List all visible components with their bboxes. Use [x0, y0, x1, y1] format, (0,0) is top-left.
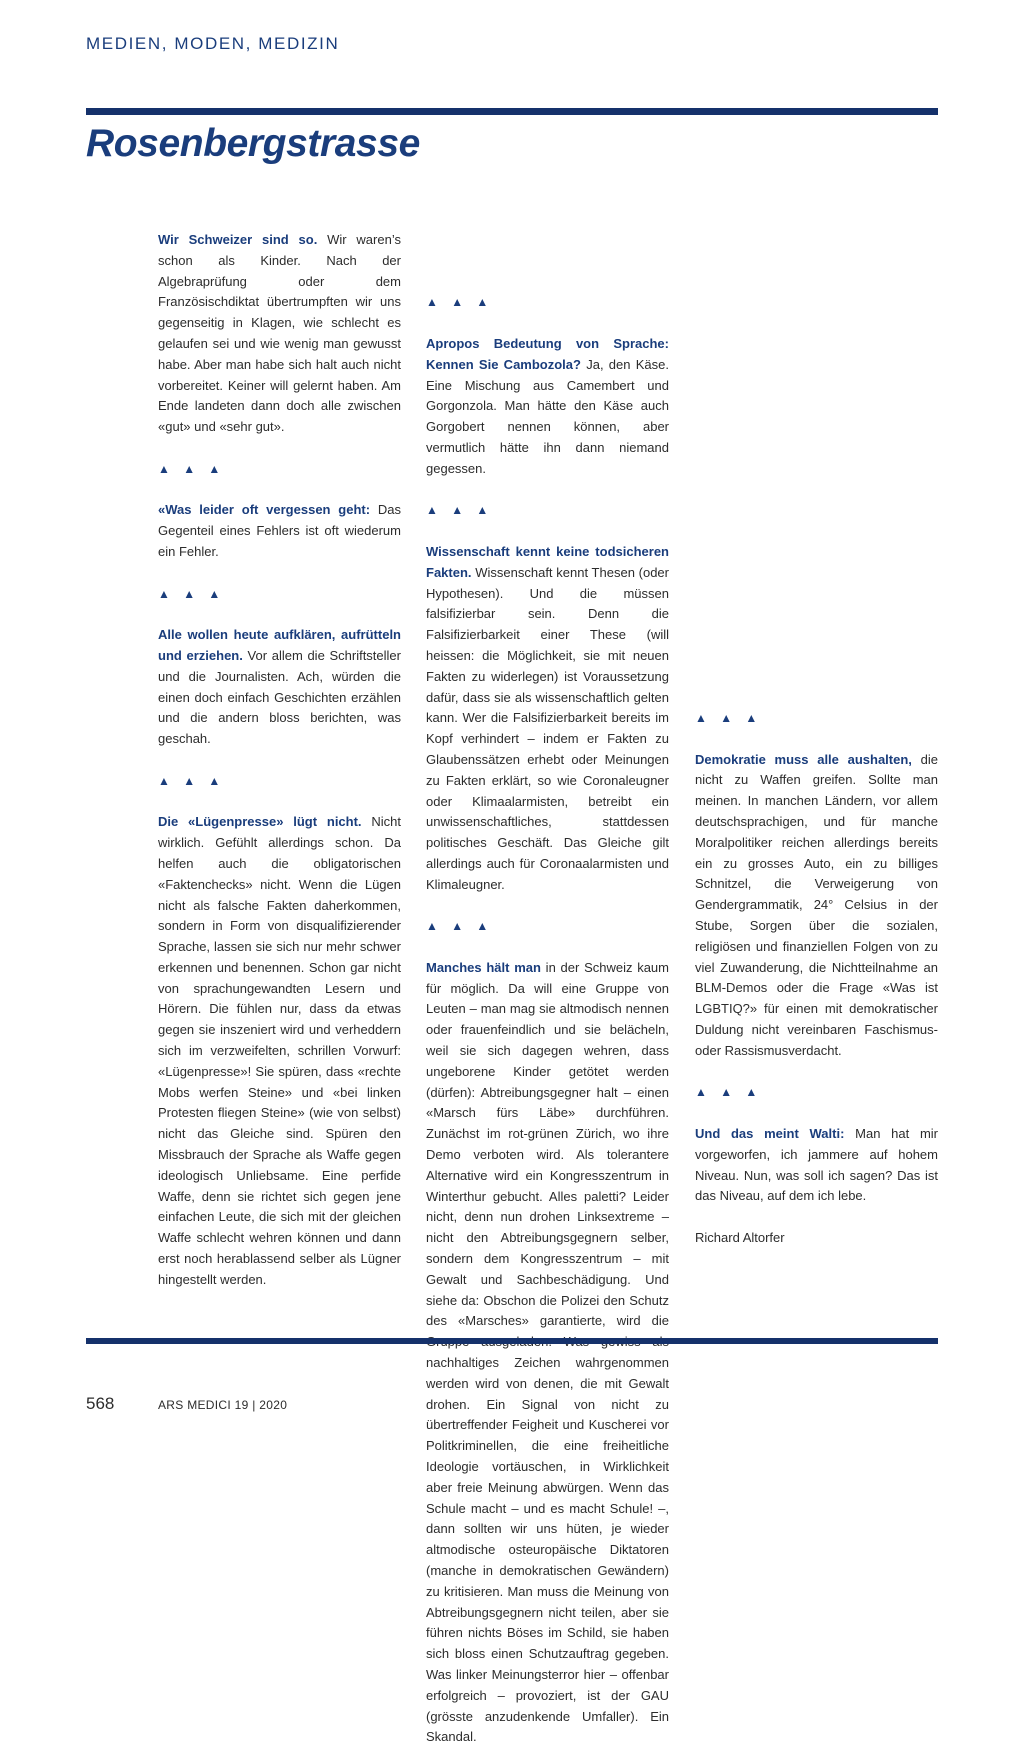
section-separator: ▲ ▲ ▲: [426, 503, 494, 518]
paragraph-text: Wissenschaft kennt Thesen (oder Hypothesen). Und die müssen falsifizierbar sein. Denn die Falsifizierbarkeit einer These (will heissen: die Möglichkeit, sie mit neuen Fakten zu widerlegen) ist Voraussetzung dafür, dass sie als wissenschaftlich gelten kann. Wer die Falsifizierbarkeit bereits im Kopf verhindert – indem er Fakten zu Glaubenssätzen erhebt oder Meinungen zu Fakten erklärt, so wie Coronaleugner oder Klimaalarmisten, betreibt ein unwissenschaftliches, stattdessen politisches Geschäft. Das Gleiche gilt allerdings auch für Coronaalarmisten und Klimaleugner.: [426, 564, 669, 892]
paragraph: [158, 500, 401, 562]
paragraph-text: Man hat mir vorgeworfen, ich jammere auf hohem Niveau. Nun, was soll ich sagen? Das ist das Niveau, auf dem ich lebe.: [695, 1125, 939, 1204]
paragraph-text: Ja, den Käse. Eine Mischung aus Camembert und Gorgonzola. Man hätte den Käse auch Gorgobert nennen können, aber vermutlich hätte ihn dann niemand gegessen.: [426, 356, 669, 476]
paragraph-text: Vor allem die Schriftsteller und die Journalisten. Ach, würden die einen doch einfach Geschichten erzählen und die andern bloss berichten, was geschah.: [158, 647, 401, 747]
page-number: 568: [86, 1394, 115, 1413]
paragraph-lead: Und das meint Walti:: [695, 1125, 845, 1141]
section-separator: ▲ ▲ ▲: [695, 1085, 763, 1100]
article-column-2: [426, 230, 669, 1748]
paragraph-lead: «Was leider oft vergessen geht:: [158, 502, 371, 518]
paragraph-lead: Die «Lügenpresse» lügt nicht.: [158, 814, 362, 830]
paragraph: [426, 334, 669, 480]
section-separator: ▲ ▲ ▲: [695, 711, 763, 725]
section-separator: ▲ ▲ ▲: [426, 295, 494, 310]
section-separator: ▲ ▲ ▲: [158, 773, 226, 788]
section-separator: ▲ ▲ ▲: [158, 586, 226, 601]
paragraph: [426, 958, 669, 1748]
paragraph-lead: Apropos Bedeutung von Sprache: Kennen Sie Cambozola?: [426, 335, 669, 372]
paragraph: [695, 1124, 938, 1207]
paragraph-text: Wir waren’s schon als Kinder. Nach der Algebraprüfung oder dem Französischdiktat übertrumpften wir uns gegenseitig in Klagen, wie schlecht es gelaufen sei und wie wenig man gewusst habe. Aber man habe sich halt auch nicht vorbereitet. Keiner will gelernt haben. Am Ende landeten dann doch alle zwischen «gut» und «sehr gut».: [158, 232, 401, 435]
section-separator: ▲ ▲ ▲: [426, 919, 494, 934]
page-title: Rosenbergstrasse: [86, 122, 420, 165]
section-separator: ▲ ▲ ▲: [158, 461, 226, 476]
section-label: MEDIEN, MODEN, MEDIZIN: [86, 34, 340, 53]
footer-rule: [86, 1338, 938, 1344]
paragraph-lead: Manches hält man: [426, 959, 541, 975]
paragraph-text: Nicht wirklich. Gefühlt allerdings schon. Da helfen auch die obligatorischen «Faktenchecks» nicht. Wenn die Lügen nicht als falsche Fakten daherkommen, sondern in Form von disqualifizierender Sprache, lassen sie sich nur mehr schwer erkennen und benennen. Schon gar nicht von sprachungewandten Lesern und Hörern. Die fühlen nur, dass da etwas gegen sie inszeniert wird und verheddern sich im verzweifelten, schrillen Vorwurf: «Lügenpresse»! Sie spüren, dass «rechte Mobs werfen Steine» und «bei linken Protesten fliegen Steine» (wie von selbst) nicht das Gleiche sind. Spüren den Missbrauch der Sprache als Waffe gegen ideologisch Unliebsame. Eine perfide Waffe, denn sie richtet sich gegen jene einfachen Leute, die sich mit der gleichen Waffe schlecht wehren können und dann erst noch herablassend selber als Lügner hingestellt werden.: [158, 814, 401, 1287]
paragraph-lead: Alle wollen heute aufklären, aufrütteln und erziehen.: [158, 627, 401, 663]
header-rule: [86, 108, 938, 115]
paragraph-text: Das Gegenteil eines Fehlers ist oft wiederum ein Fehler.: [158, 502, 401, 559]
article-column-3: [695, 230, 938, 1249]
paragraph: [426, 542, 669, 896]
paragraph-lead: Demokratie muss alle aushalten,: [695, 751, 912, 767]
author-name: Richard Altorfer: [695, 1229, 785, 1245]
paragraph-text: die nicht zu Waffen greifen. Sollte man meinen. In manchen Ländern, vor allem deutschsprachigen, und für manche Moralpolitiker reichen allerdings bereits ein zu grosses Auto, ein zu billiges Schnitzel, die Verweigerung von Gendergrammatik, 24° Celsius in der Stube, Sorgen über die sozialen, religiösen und finanziellen Folgen von zu viel Zuwanderung, die Nichtteilnahme an BLM-Demos oder die Frage «Was ist LGBTIQ?» für einen mit demokratischer Duldung nicht vereinbaren Faschismus- oder Rassismusverdacht.: [695, 751, 938, 1058]
paragraph: [158, 812, 401, 1290]
paragraph: [695, 750, 938, 1062]
paragraph-lead: Wir Schweizer sind so.: [158, 232, 318, 247]
article-column-1: [158, 230, 401, 1291]
journal-issue: ARS MEDICI 19 | 2020: [158, 1398, 288, 1412]
paragraph-text: in der Schweiz kaum für möglich. Da will eine Gruppe von Leuten – man mag sie altmodisch nennen oder frauenfeindlich und sie belächeln, weil sie sich dagegen wehren, dass ungeborene Kinder getötet werden (dürfen): Abtreibungsgegner halt – einen «Marsch fürs Läbe» durchführen. Zunächst im rot-grünen Zürich, wo ihre Demo verboten wird. Als tolerantere Alternative wird ein Kongresszentrum in Winterthur gebucht. Alles paletti? Leider nicht, denn nun drohen Linksextreme – nicht den Abtreibungsgegnern selber, sondern dem Kongresszentrum – mit Gewalt und Sachbeschädigung. Und siehe da: Obschon die Polizei den Schutz des «Marsches» garantierte, wird die nachhaltiges Zeichen wahrgenommen werden wird von denen, die mit Gewalt drohen. Ein Signal von nicht zu übertreffender Feigheit und Kuscherei vor Politkriminellen, die eine freiheitliche Ideologie vortäuschen, in Wirklichkeit aber freie Meinung abwürgen. Wenn das Schule macht – und es macht Schule! –, dann sollten wir uns hüten, je wieder altmodische osteuropäische Diktatoren (manche in demokratischen Gewändern) zu kritisieren. Man muss die Meinung von Abtreibungsgegnern nicht teilen, aber sie führen nichts Böses im Schild, sie haben sich bloss einen Schutzauftrag gegeben. Was linker Meinungsterror hier – offenbar erfolgreich – provoziert, ist der GAU (grösste anzudenkende Umfaller). Ein Skandal.: [426, 959, 669, 1745]
paragraph-lead: Wissenschaft kennt keine todsicheren Fakten.: [426, 543, 669, 580]
paragraph: [158, 625, 401, 750]
paragraph: [158, 230, 401, 438]
